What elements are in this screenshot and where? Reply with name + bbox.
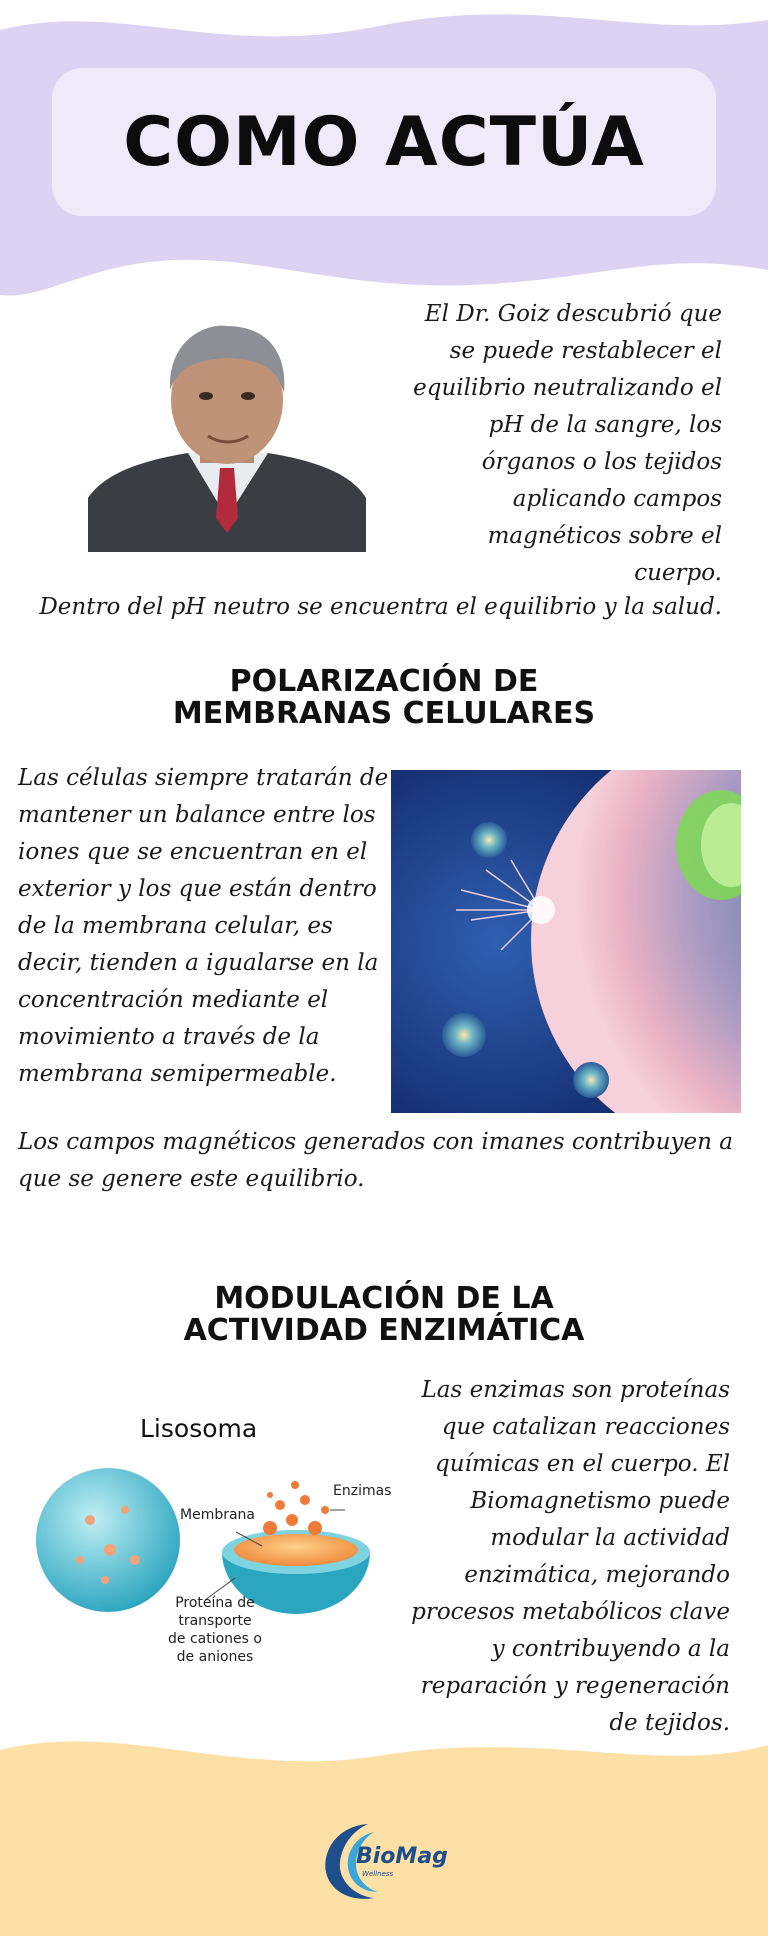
logo-text: BioMag (356, 1844, 448, 1869)
section-title-line: MODULACIÓN DE LA (214, 1281, 554, 1316)
label-proteina (160, 1594, 270, 1666)
cell-membrane-image (391, 770, 741, 1113)
polarizacion-conclusion: Los campos magnéticos generados con imanes contribuyen a que se genere este equilibrio. (18, 1129, 733, 1192)
intro-text: El Dr. Goiz descubrió que se puede restablecer el equilibrio neutralizando el pH de la sangre, los órganos o los tejidos aplicando campos magnéticos sobre el cuerpo. (413, 301, 722, 586)
modulacion-text: Las enzimas son proteínas que catalizan reacciones químicas en el cuerpo. El Biomagnetismo puede modular la actividad enzimática, mejorando procesos metabólicos clave y contribuyendo a la reparación y regeneración de tejidos. (411, 1377, 730, 1736)
label-proteina-line: transporte (178, 1613, 252, 1629)
portrait-photo (88, 318, 366, 552)
logo-subtext: Wellness (362, 1870, 394, 1878)
label-proteina-line: de aniones (176, 1649, 254, 1665)
lysosome-diagram-title: Lisosoma (140, 1414, 258, 1443)
section-title-line: ACTIVIDAD ENZIMÁTICA (183, 1313, 585, 1348)
label-membrana: Membrana (180, 1507, 256, 1523)
label-proteina-line: de cationes o (168, 1631, 262, 1647)
label-proteina-line: Proteína de (175, 1595, 255, 1611)
label-enzimas: Enzimas (333, 1483, 392, 1499)
section-title-line: MEMBRANAS CELULARES (172, 696, 596, 731)
page-title: COMO ACTÚA (123, 102, 645, 182)
polarizacion-text: Las células siempre tratarán de mantener un balance entre los iones que se encuentran en el exterior y los que están dentro de la membrana celular, es decir, tienden a igualarse en la concentración mediante el movimiento a través de la membrana semipermeable. (18, 765, 389, 1087)
section-title-modulacion (84, 1283, 684, 1347)
intro-conclusion: Dentro del pH neutro se encuentra el equilibrio y la salud. (39, 594, 722, 620)
title-box (52, 68, 716, 216)
section-title-polarizacion (84, 666, 684, 730)
section-title-line: POLARIZACIÓN DE (229, 664, 539, 699)
